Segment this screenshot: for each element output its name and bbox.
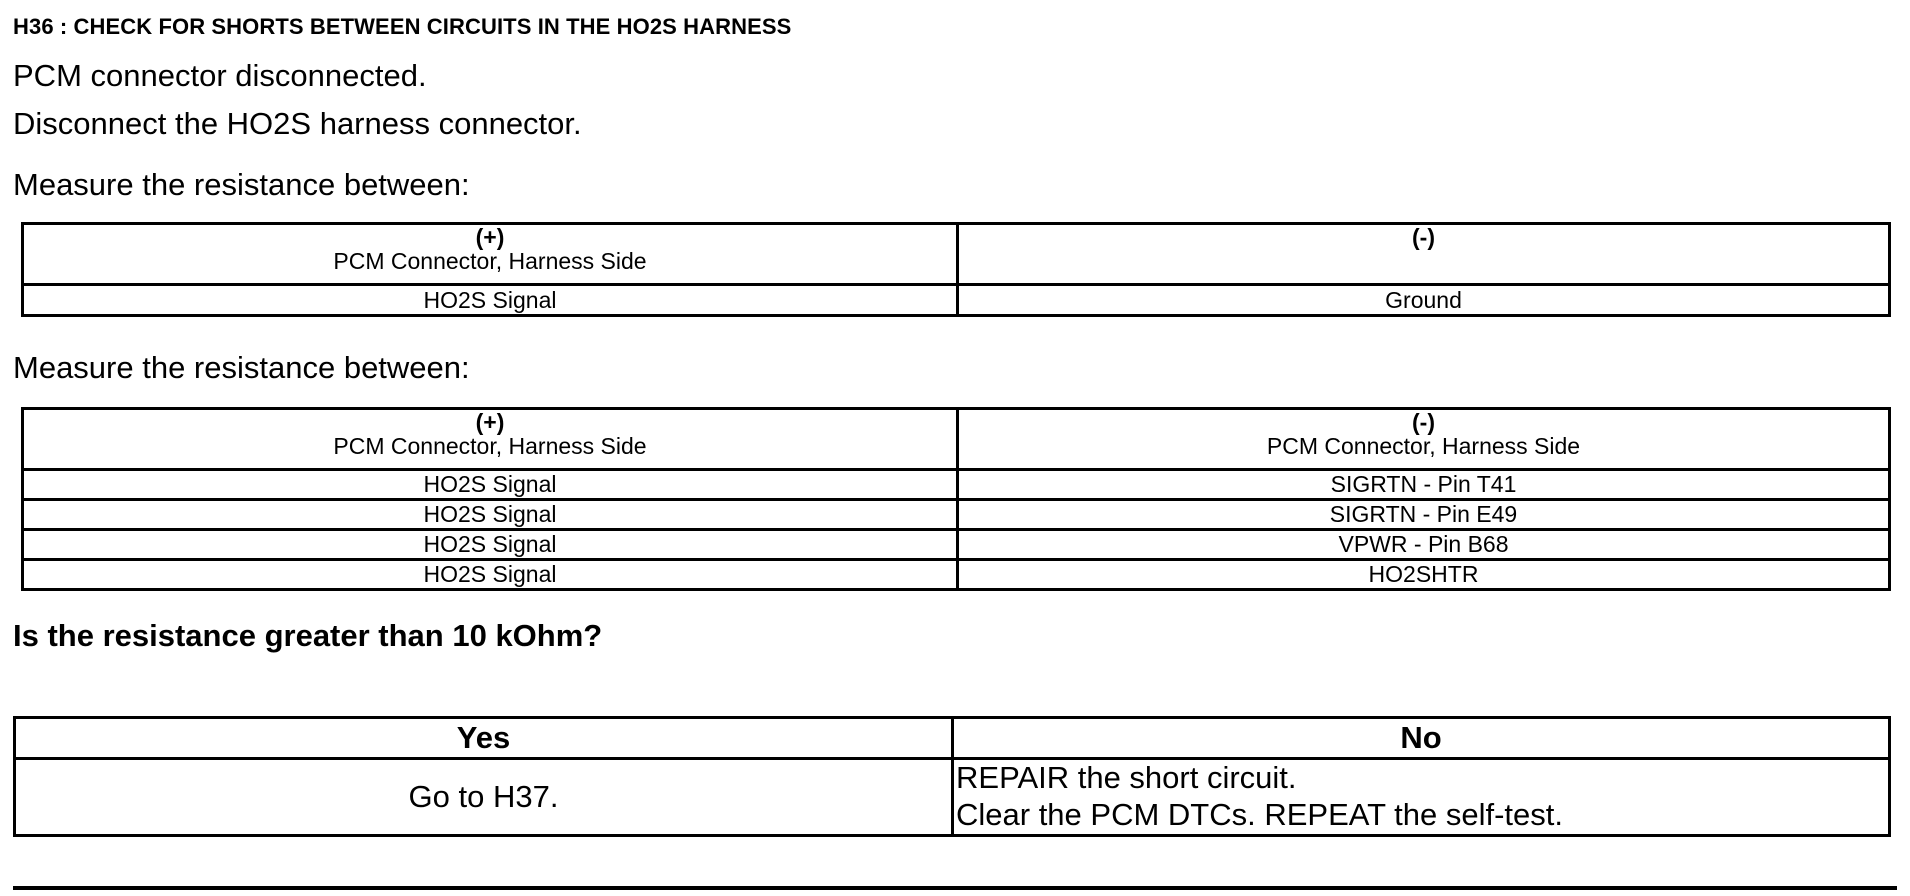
minus-cell: Ground: [958, 285, 1890, 316]
plus-cell: HO2S Signal: [23, 560, 958, 590]
plus-cell: HO2S Signal: [23, 530, 958, 560]
minus-symbol: (-): [1412, 409, 1435, 435]
table-row: [23, 530, 1890, 560]
minus-cell: SIGRTN - Pin T41: [958, 470, 1890, 500]
table-row: [23, 470, 1890, 500]
table-row: [23, 500, 1890, 530]
measurement-table-ground: [21, 222, 1891, 317]
minus-cell: SIGRTN - Pin E49: [958, 500, 1890, 530]
plus-cell: HO2S Signal: [23, 500, 958, 530]
no-action-repair: REPAIR the short circuit.: [956, 760, 1297, 796]
measurement-table-circuits: [21, 407, 1891, 591]
plus-cell: HO2S Signal: [23, 285, 958, 316]
minus-cell: HO2SHTR: [958, 560, 1890, 590]
plus-header-label: PCM Connector, Harness Side: [333, 248, 647, 275]
minus-symbol: (-): [1412, 224, 1435, 250]
minus-cell: VPWR - Pin B68: [958, 530, 1890, 560]
table-row: [23, 560, 1890, 590]
plus-header-label: PCM Connector, Harness Side: [333, 433, 647, 460]
minus-header-cell: [958, 409, 1890, 470]
minus-header-label: PCM Connector, Harness Side: [1266, 433, 1581, 460]
no-action-cell: [953, 759, 1890, 836]
yes-action-link[interactable]: Go to H37.: [15, 759, 953, 836]
bottom-divider: [13, 886, 1897, 890]
instruction-disconnect-harness: Disconnect the HO2S harness connector.: [13, 106, 582, 141]
plus-symbol: (+): [475, 409, 505, 435]
minus-header-cell: [958, 224, 1890, 285]
table-row: [23, 285, 1890, 316]
plus-cell: HO2S Signal: [23, 470, 958, 500]
plus-header-cell: [23, 224, 958, 285]
step-heading: H36 : CHECK FOR SHORTS BETWEEN CIRCUITS IN THE HO2S HARNESS: [13, 14, 792, 39]
instruction-connector-disconnected: PCM connector disconnected.: [13, 58, 427, 93]
result-table: [13, 716, 1891, 837]
resistance-question: Is the resistance greater than 10 kOhm?: [13, 618, 603, 653]
plus-header-cell: [23, 409, 958, 470]
plus-symbol: (+): [475, 224, 505, 250]
yes-header: Yes: [15, 718, 953, 759]
no-action-clear: Clear the PCM DTCs. REPEAT the self-test.: [956, 797, 1563, 832]
measure-prompt-1: Measure the resistance between:: [13, 167, 470, 202]
measure-prompt-2: Measure the resistance between:: [13, 350, 470, 385]
no-header: No: [953, 718, 1890, 759]
